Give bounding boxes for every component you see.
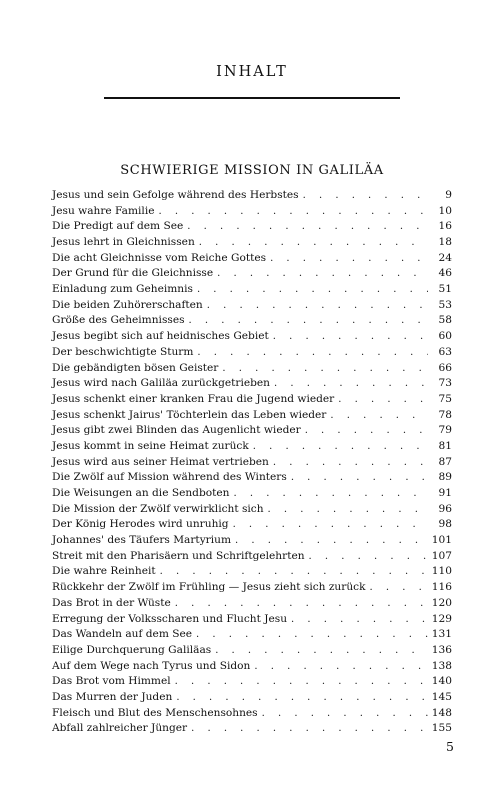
dot-leader [338,392,428,408]
toc-entry [52,612,452,628]
toc-entry-page: 79 [438,424,452,437]
toc-entry-page: 91 [438,487,452,500]
dot-leader [235,533,428,549]
dot-leader [268,502,428,518]
dot-leader [291,612,428,628]
toc-entry [52,580,452,596]
toc-entry-title: Abfall zahlreicher Jünger [52,722,188,735]
toc-entry-title: Das Wandeln auf dem See [52,628,193,641]
toc-entry-page: 145 [431,690,452,703]
toc-entry-page: 110 [431,565,452,578]
dot-leader [215,643,428,659]
toc-entry [52,690,452,706]
toc-entry [52,235,452,251]
toc-entry-title: Das Brot in der Wüste [52,596,171,609]
toc-entry-page: 78 [438,408,452,421]
toc-entry [52,392,452,408]
toc-entry-page: 9 [445,188,452,201]
toc-entry-title: Die wahre Reinheit [52,565,156,578]
toc-entry-title: Jesus begibt sich auf heidnisches Gebiet [52,330,269,343]
toc-entry [52,361,452,377]
toc-entry [52,565,452,581]
toc-entry-page: 120 [431,596,452,609]
toc-entry [52,282,452,298]
toc-entry [52,643,452,659]
toc-entry [52,188,452,204]
toc-entry-page: 87 [438,455,452,468]
toc-entry [52,204,452,220]
toc-entry-page: 98 [438,518,452,531]
toc-entry-page: 58 [438,314,452,327]
toc-entry-title: Die Mission der Zwölf verwirklicht sich [52,502,264,515]
toc-entry-page: 46 [438,267,452,280]
toc-entry-title: Johannes' des Täufers Martyrium [52,534,231,547]
toc-entry-page: 129 [431,612,452,625]
toc-entry-page: 140 [431,675,452,688]
toc-entry [52,329,452,345]
toc-entry [52,376,452,392]
toc-entry [52,627,452,643]
dot-leader [189,313,428,329]
dot-leader [273,455,428,471]
toc-entry-title: Die Zwölf auf Mission während des Winters [52,471,287,484]
toc-entry [52,408,452,424]
page-title: INHALT [216,64,288,80]
toc-entry-title: Jesus kommt in seine Heimat zurück [52,439,249,452]
table-of-contents [52,188,452,737]
toc-entry [52,486,452,502]
toc-entry-title: Der Grund für die Gleichnisse [52,267,214,280]
dot-leader [303,188,428,204]
toc-entry-title: Der König Herodes wird unruhig [52,518,229,531]
toc-entry [52,674,452,690]
dot-leader [254,659,427,675]
dot-leader [233,486,428,502]
toc-entry-title: Jesus gibt zwei Blinden das Augenlicht wieder [52,424,301,437]
dot-leader [330,408,428,424]
dot-leader [197,282,428,298]
dot-leader [262,706,428,722]
toc-entry [52,517,452,533]
toc-entry-page: 138 [431,659,452,672]
toc-entry [52,596,452,612]
toc-entry-title: Rückkehr der Zwölf im Frühling — Jesus zieht sich zurück [52,581,366,594]
title-rule [104,97,400,99]
dot-leader [176,690,427,706]
dot-leader [175,674,428,690]
dot-leader [199,235,428,251]
toc-entry-page: 101 [431,534,452,547]
toc-entry-page: 73 [438,377,452,390]
dot-leader [158,204,428,220]
toc-entry-title: Die acht Gleichnisse vom Reiche Gottes [52,251,267,264]
toc-entry [52,439,452,455]
dot-leader [305,423,428,439]
toc-entry-page: 18 [438,236,452,249]
toc-entry [52,219,452,235]
toc-entry-page: 136 [431,643,452,656]
dot-leader [217,266,428,282]
dot-leader [270,251,428,267]
toc-entry-title: Die Predigt auf dem See [52,220,184,233]
toc-entry [52,251,452,267]
toc-entry-title: Jesus und sein Gefolge während des Herbstes [52,188,299,201]
toc-entry-title: Eilige Durchquerung Galiläas [52,643,212,656]
dot-leader [175,596,428,612]
toc-entry [52,502,452,518]
dot-leader [253,439,428,455]
toc-entry-title: Jesus schenkt Jairus' Töchterlein das Leben wieder [52,408,327,421]
toc-entry-page: 53 [438,298,452,311]
dot-leader [370,580,428,596]
toc-entry-page: 96 [438,502,452,515]
toc-entry-title: Die gebändigten bösen Geister [52,361,219,374]
section-heading: SCHWIERIGE MISSION IN GALILÄA [120,163,384,178]
toc-entry-title: Erregung der Volksscharen und Flucht Jesu [52,612,288,625]
toc-entry-page: 66 [438,361,452,374]
dot-leader [187,219,428,235]
toc-entry [52,314,452,330]
dot-leader [291,470,428,486]
toc-entry-page: 24 [438,251,452,264]
dot-leader [233,517,428,533]
dot-leader [197,345,428,361]
toc-entry-title: Auf dem Wege nach Tyrus und Sidon [52,659,251,672]
toc-entry-title: Größe des Geheimnisses [52,314,185,327]
toc-entry [52,533,452,549]
toc-entry [52,470,452,486]
toc-entry-title: Jesus lehrt in Gleichnissen [52,236,195,249]
toc-entry [52,659,452,675]
toc-entry [52,706,452,722]
toc-entry-title: Das Murren der Juden [52,690,173,703]
toc-entry-title: Das Brot vom Himmel [52,675,171,688]
dot-leader [222,361,428,377]
page-number: 5 [446,739,454,754]
dot-leader [160,564,428,580]
dot-leader [273,329,428,345]
toc-entry-title: Jesus wird aus seiner Heimat vertrieben [52,455,269,468]
toc-entry-page: 60 [438,330,452,343]
toc-entry-page: 16 [438,220,452,233]
toc-entry-page: 89 [438,471,452,484]
toc-entry-page: 107 [431,549,452,562]
toc-entry-page: 75 [438,392,452,405]
toc-entry [52,455,452,471]
toc-entry-page: 148 [431,706,452,719]
toc-entry [52,423,452,439]
dot-leader [196,627,428,643]
toc-entry [52,298,452,314]
toc-entry-page: 51 [438,283,452,296]
toc-entry-page: 63 [438,345,452,358]
dot-leader [274,376,428,392]
toc-entry-title: Jesus schenkt einer kranken Frau die Jugend wieder [52,392,335,405]
toc-entry [52,266,452,282]
toc-entry-title: Fleisch und Blut des Menschensohnes [52,706,258,719]
toc-entry-page: 116 [431,581,452,594]
toc-entry-title: Streit mit den Pharisäern und Schriftgelehrten [52,549,305,562]
toc-entry-title: Der beschwichtigte Sturm [52,345,194,358]
toc-entry-title: Jesu wahre Familie [52,204,155,217]
toc-entry [52,549,452,565]
toc-entry-title: Einladung zum Geheimnis [52,283,193,296]
toc-entry-title: Die Weisungen an die Sendboten [52,487,230,500]
dot-leader [207,298,428,314]
dot-leader [191,721,428,737]
toc-entry-title: Jesus wird nach Galiläa zurückgetrieben [52,377,270,390]
toc-entry-title: Die beiden Zuhörerschaften [52,298,203,311]
toc-entry-page: 81 [438,439,452,452]
toc-entry-page: 10 [438,204,452,217]
dot-leader [309,549,428,565]
toc-entry-page: 131 [431,628,452,641]
toc-entry-page: 155 [431,722,452,735]
toc-entry [52,721,452,737]
toc-entry [52,345,452,361]
